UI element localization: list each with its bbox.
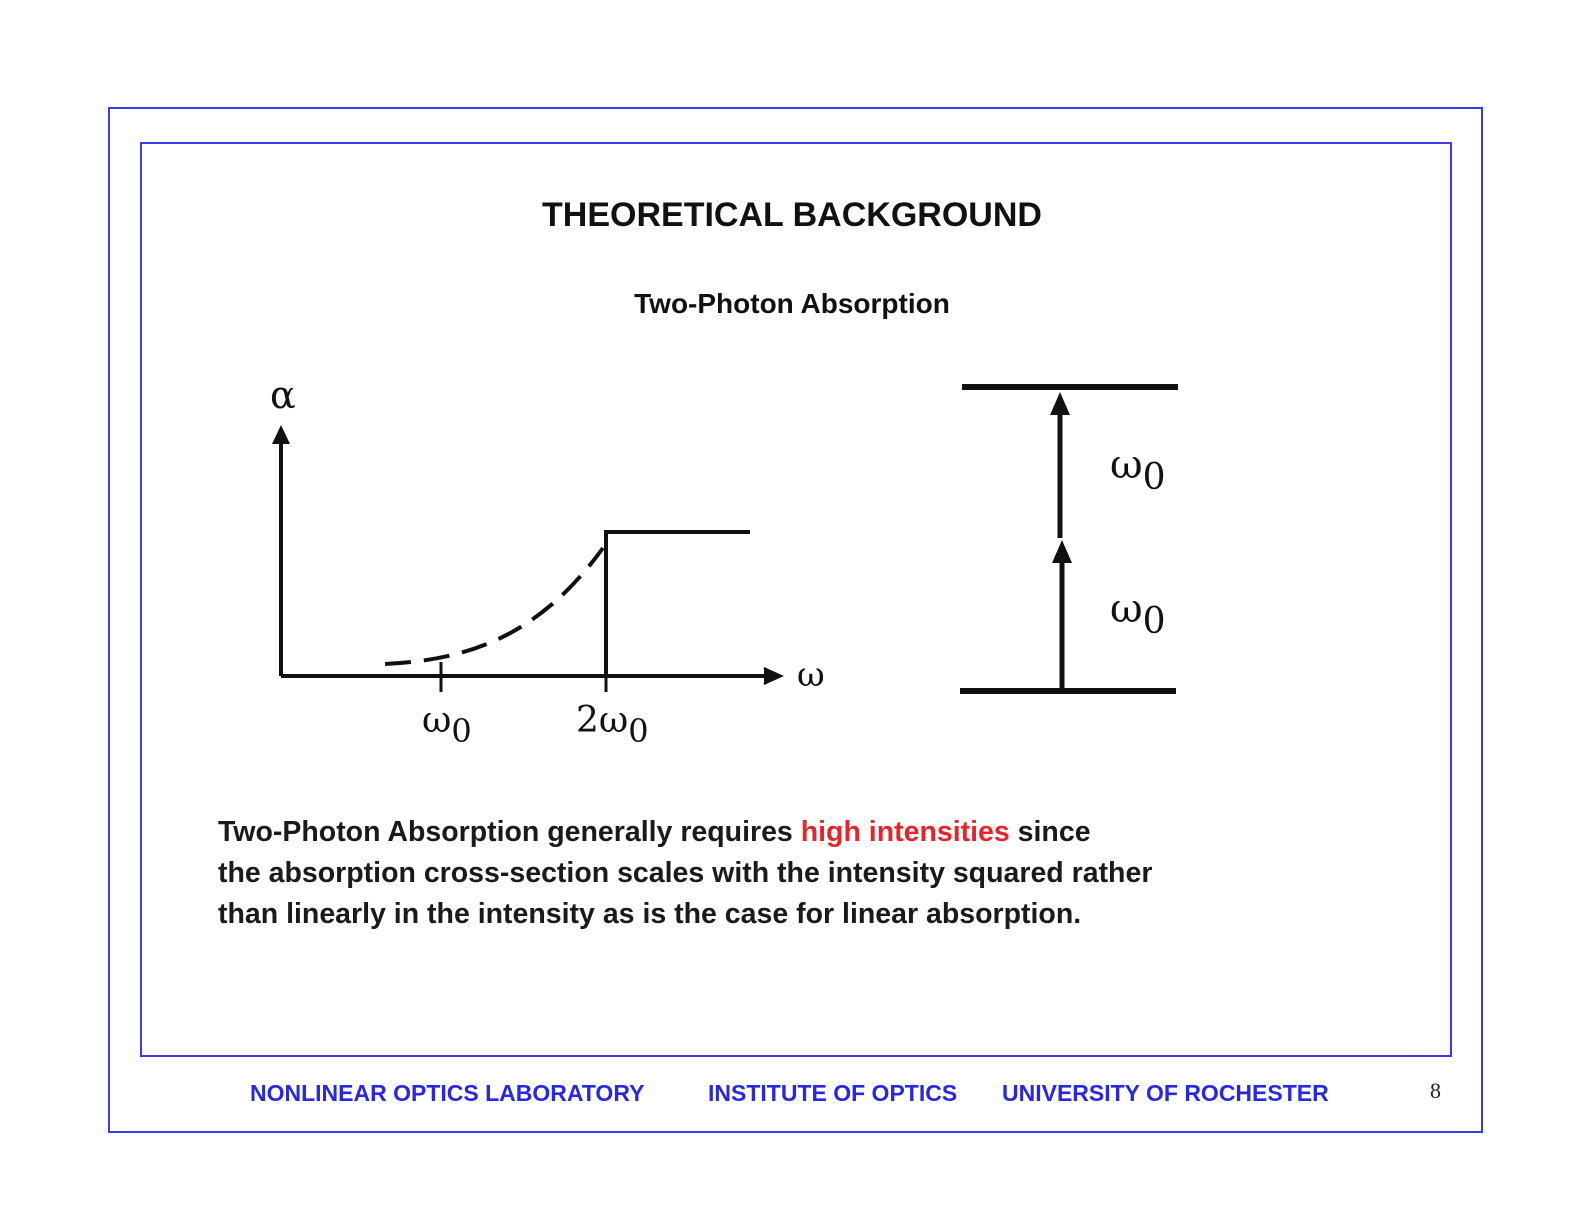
upper-photon-arrowhead: [1050, 392, 1070, 415]
lower-photon-arrowhead: [1052, 540, 1072, 563]
footer-university: UNIVERSITY OF ROCHESTER: [1002, 1080, 1329, 1106]
explanation-line-3: than linearly in the intensity as is the case for linear absorption.: [218, 898, 1082, 930]
x-axis-label: ω: [797, 655, 825, 695]
footer-institute: INSTITUTE OF OPTICS: [708, 1080, 958, 1106]
two-photon-absorption-curve: [385, 548, 603, 664]
x-axis-arrowhead: [764, 667, 784, 685]
explanation-line-1: Two-Photon Absorption generally requires high intensities since: [218, 816, 1091, 848]
y-axis-label: α: [270, 373, 296, 417]
explanation-text: [218, 812, 1398, 935]
upper-transition-label: ω0: [1110, 442, 1166, 498]
absorption-graph: [270, 373, 825, 750]
slide-subtitle: Two-Photon Absorption: [634, 288, 950, 319]
lower-transition-label: ω0: [1110, 586, 1166, 642]
footer-lab: NONLINEAR OPTICS LABORATORY: [250, 1080, 645, 1106]
page-number: 8: [1430, 1078, 1441, 1103]
y-axis-arrowhead: [272, 425, 290, 444]
energy-level-diagram: [960, 387, 1178, 691]
highlight-text: high intensities: [800, 816, 1010, 848]
slide-title: THEORETICAL BACKGROUND: [542, 196, 1042, 234]
tick-label-omega0: ω0: [422, 700, 472, 750]
linear-absorption-step: [606, 532, 750, 676]
tick-label-2omega0: 2ω0: [576, 700, 649, 750]
explanation-line-2: the absorption cross-section scales with the intensity squared rather: [218, 857, 1153, 889]
